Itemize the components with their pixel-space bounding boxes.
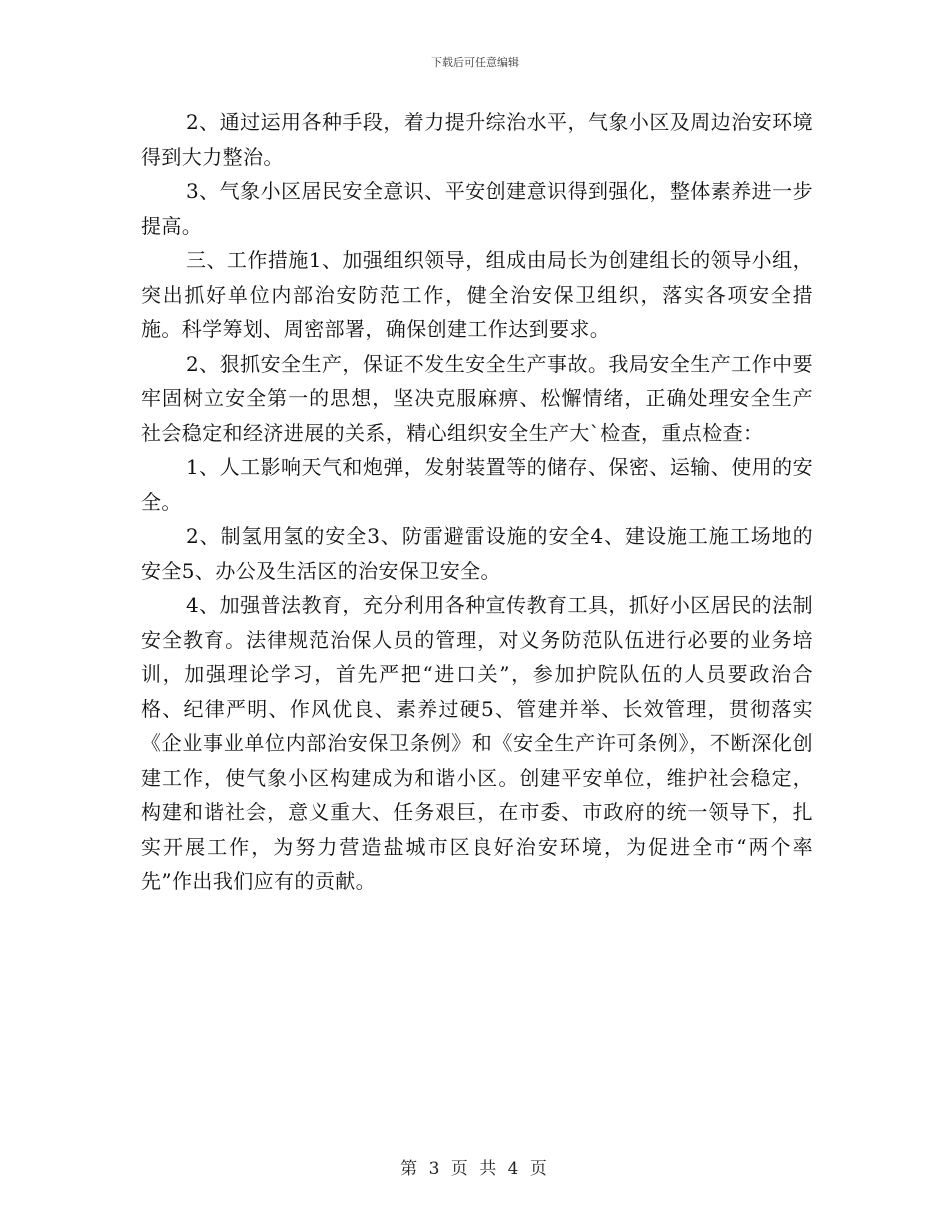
paragraph-6: 2、制氢用氢的安全3、防雷避雷设施的安全4、建设施工施工场地的安全5、办公及生活区的治安保卫安全。 xyxy=(141,524,813,583)
page-header-note: 下载后可任意编辑 xyxy=(431,56,519,69)
document-body xyxy=(141,105,813,899)
paragraph-4: 2、狠抓安全生产，保证不发生安全生产事故。我局安全生产工作中要牢固树立安全第一的思想，坚决克服麻痹、松懈情绪，正确处理安全生产社会稳定和经济进展的关系，精心组织安全生产大`检查，重点检查： xyxy=(141,351,813,445)
paragraph-2: 3、气象小区居民安全意识、平安创建意识得到强化，整体素养进一步提高。 xyxy=(141,179,813,238)
page-number-footer: 第 3 页 共 4 页 xyxy=(400,1159,550,1179)
paragraph-5: 1、人工影响天气和炮弹，发射装置等的储存、保密、运输、使用的安全。 xyxy=(141,455,813,514)
paragraph-3: 三、工作措施1、加强组织领导，组成由局长为创建组长的领导小组，突出抓好单位内部治安防范工作，健全治安保卫组织，落实各项安全措施。科学筹划、周密部署，确保创建工作达到要求。 xyxy=(141,248,813,341)
paragraph-7: 4、加强普法教育，充分利用各种宣传教育工具，抓好小区居民的法制安全教育。法律规范治保人员的管理，对义务防范队伍进行必要的业务培训，加强理论学习，首先严把“进口关”，参加护院队伍的人员要政治合格、纪律严明、作风优良、素养过硬5、管建并举、长效管理，贯彻落实《企业事业单位内部治安保卫条例》和《安全生产许可条例》，不断深化创建工作，使气象小区构建成为和谐小区。创建平安单位，维护社会稳定，构建和谐社会，意义重大、任务艰巨，在市委、市政府的统一领导下，扎实开展工作，为努力营造盐城市区良好治安环境，为促进全市“两个率先”作出我们应有的贡献。 xyxy=(141,593,813,893)
paragraph-1: 2、通过运用各种手段，着力提升综治水平，气象小区及周边治安环境得到大力整治。 xyxy=(141,110,813,169)
